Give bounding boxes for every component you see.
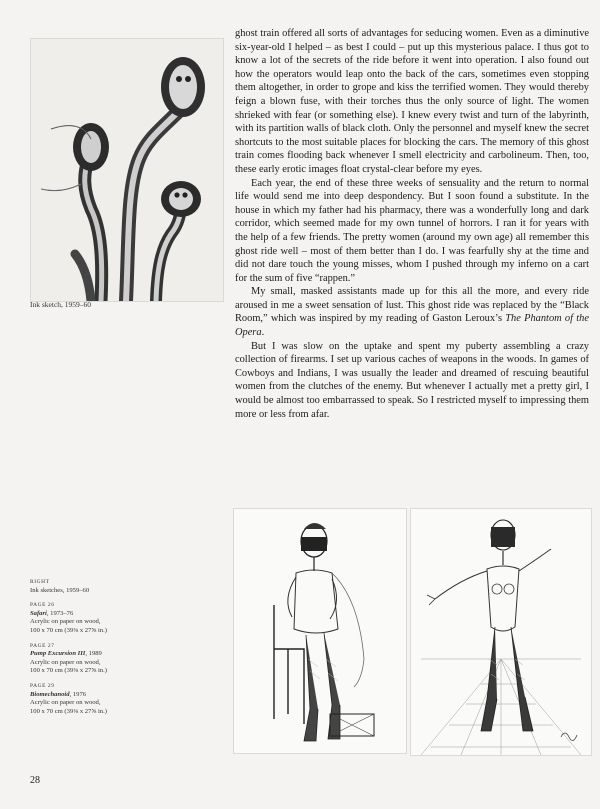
side-note-title-line — [30, 650, 170, 659]
artwork-size: 100 x 70 cm (39⅜ x 27⅝ in.) — [30, 626, 107, 634]
side-note-text: Ink sketches, 1959–60 — [30, 586, 90, 594]
ink-sketch-seated-figure-image — [233, 508, 407, 754]
artwork-title: Biomechanoid — [30, 690, 70, 698]
artwork-title: Safari — [30, 609, 47, 617]
paragraph-1: ghost train offered all sorts of advantages for seducing women. Even as a diminutive six-year-old I helped – as best I could – put up this mysterious palace. I thus got to know a lot of the secrets of the ride before it went into operation. I also found out how the operators would leap onto the back of the cars, sometimes even stopping them altogether, in order to grope and kiss the terrified women. They would thereby feign a blown fuse, with their torches thus the only source of light. The women shrieked with fear (or something else). I knew every twist and turn of the labyrinth, with its partition walls of black cloth. Only the personnel and myself knew the secret shortcuts to the most suitable places for blocking the cars. The memory of this ghost train comes flooding back whenever I smell electricity and carbolineum. Then, too, these early erotic images float crystal-clear before my eyes. — [235, 28, 589, 175]
artwork-size: 100 x 70 cm (39⅜ x 27⅝ in.) — [30, 667, 107, 675]
body-text — [235, 27, 589, 421]
top-figure-caption: Ink sketch, 1959–60 — [30, 300, 92, 309]
artwork-year: , 1989 — [85, 650, 102, 658]
paragraph-4: But I was slow on the uptake and spent my puberty assembling a crazy collection of firearms. I set up various caches of weapons in the woods. In games of Cowboys and Indians, I was usually the leader and dreamed of rescuing beautiful women from the clutches of the enemy. But whenever I actually met a pretty girl, I would be almost too embarrassed to speak. So I restricted myself to impressing them more or less from afar. — [235, 340, 589, 420]
artwork-medium: Acrylic on paper on wood, — [30, 699, 101, 707]
artwork-medium: Acrylic on paper on wood, — [30, 618, 101, 626]
side-note-title-line — [30, 610, 170, 619]
artwork-year: , 1973–76 — [46, 609, 74, 617]
side-note-label: RIGHT — [30, 579, 50, 585]
side-note-title-line — [30, 691, 170, 700]
artwork-size: 100 x 70 cm (39⅜ x 27⅝ in.) — [30, 707, 107, 715]
side-note-entry — [30, 601, 170, 635]
book-title: The Phantom of the Opera — [235, 313, 589, 339]
ink-sketch-bones-drawing — [31, 39, 223, 301]
standing-figure-drawing — [411, 509, 591, 755]
seated-figure-drawing — [234, 509, 406, 753]
ink-sketch-standing-figure-image — [410, 508, 592, 756]
side-note-page: PAGE 26 — [30, 602, 55, 609]
side-note-page: PAGE 27 — [30, 642, 55, 649]
paragraph-3 — [235, 285, 589, 339]
paragraph-2: Each year, the end of these three weeks of sensuality and the return to normal life would send me into deep despondency. But I soon found a substitute. In the house in which my father had his pharmacy, there was a wonderfully long and dark corridor, which seemed made for my own tunnel of horrors. I ran it for years with the help of a few friends. The pretty women (around my own age) all remember this ghost ride well – most of them better than I do. I was fearfully shy at the time and did not dare touch the young misses, whom I pushed through my inferno on a cart for the sum of five “rappen.” — [235, 177, 589, 284]
side-note-page: PAGE 29 — [30, 682, 55, 689]
page-number: 28 — [30, 775, 40, 786]
ink-sketch-bones-image — [30, 38, 224, 302]
side-note-right — [30, 578, 170, 595]
side-note-entry — [30, 682, 170, 716]
side-notes — [30, 578, 170, 722]
paragraph-3-text: My small, masked assistants made up for this all the more, and every ride aroused in me a sweet sensation of lust. This ghost ride was replaced by the “Black Room,” which was inspired by my reading of Gaston Leroux’s — [235, 286, 589, 325]
paragraph-3-end: . — [261, 327, 265, 339]
artwork-medium: Acrylic on paper on wood, — [30, 658, 101, 666]
artwork-title: Pump Excursion III — [30, 650, 86, 658]
side-note-entry — [30, 642, 170, 676]
artwork-year: , 1976 — [69, 690, 87, 698]
